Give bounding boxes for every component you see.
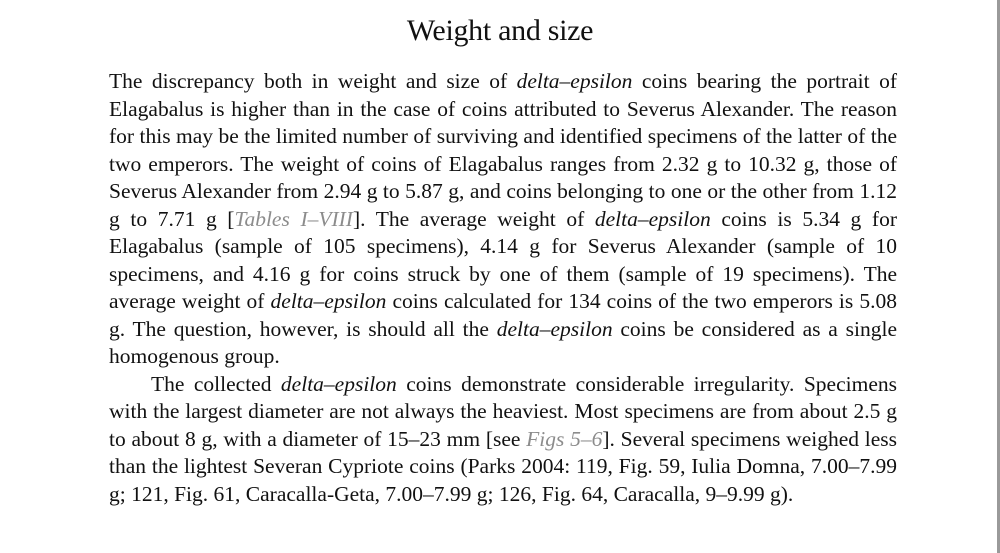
cross-reference-link[interactable]: Figs 5–6: [526, 426, 603, 451]
paragraph-2: [109, 371, 897, 509]
text-run: coins bearing the portrait of Elagabalus is higher than in the case of coins attributed to Severus Alexander. The reason for this may be the limited number of surviving and identified specimens of the latter of the two emperors. The weight of coins of Elagabalus ranges from 2.32 g to 10.32 g, those of Severus Alexander from 2.94 g to 5.87 g, and coins belonging to one or the other from 1.12 g to 7.71 g [: [109, 69, 897, 231]
body-text: [109, 68, 897, 508]
text-run: coins calculated for 134 coins of the two emperors is 5.08 g. The question, however, is should all the: [109, 289, 897, 341]
text-run: coins is 5.34 g for Elagabalus (sample of 105 specimens), 4.14 g for Severus Alexander (sample of 10 specimens, and 4.16 g for coins struck by one of them (sample of 19 specimens). The average weight of: [109, 206, 897, 313]
paragraph-1: [109, 68, 897, 371]
italic-term: delta–epsilon: [496, 316, 613, 341]
text-run: coins be considered as a single homogenous group.: [109, 316, 897, 368]
text-run: The discrepancy both in weight and size of: [109, 69, 517, 93]
italic-term: delta–epsilon: [270, 289, 387, 313]
text-run: ]. Several specimens weighed less than the lightest Severan Cypriote coins (Parks 2004: 119, Fig. 59, Iulia Domna, 7.00–7.99 g; 121, Fig. 61, Caracalla-Geta, 7.00–7.99 g; 126, Fig. 64, Caracalla, 9–9.99 g).: [109, 426, 897, 506]
text-run: The collected: [151, 371, 281, 396]
text-run: ]. The average weight of: [352, 206, 595, 231]
text-run: coins demonstrate considerable irregularity. Specimens with the largest diameter are not always the heaviest. Most specimens are from about 2.5 g to about 8 g, with a diameter of 15–23 mm [see: [109, 371, 897, 451]
cross-reference-link[interactable]: Tables I–VIII: [234, 206, 353, 231]
italic-term: delta–epsilon: [594, 206, 711, 231]
section-heading: Weight and size: [406, 14, 594, 47]
italic-term: delta–epsilon: [280, 371, 397, 396]
italic-term: delta–epsilon: [516, 69, 633, 93]
